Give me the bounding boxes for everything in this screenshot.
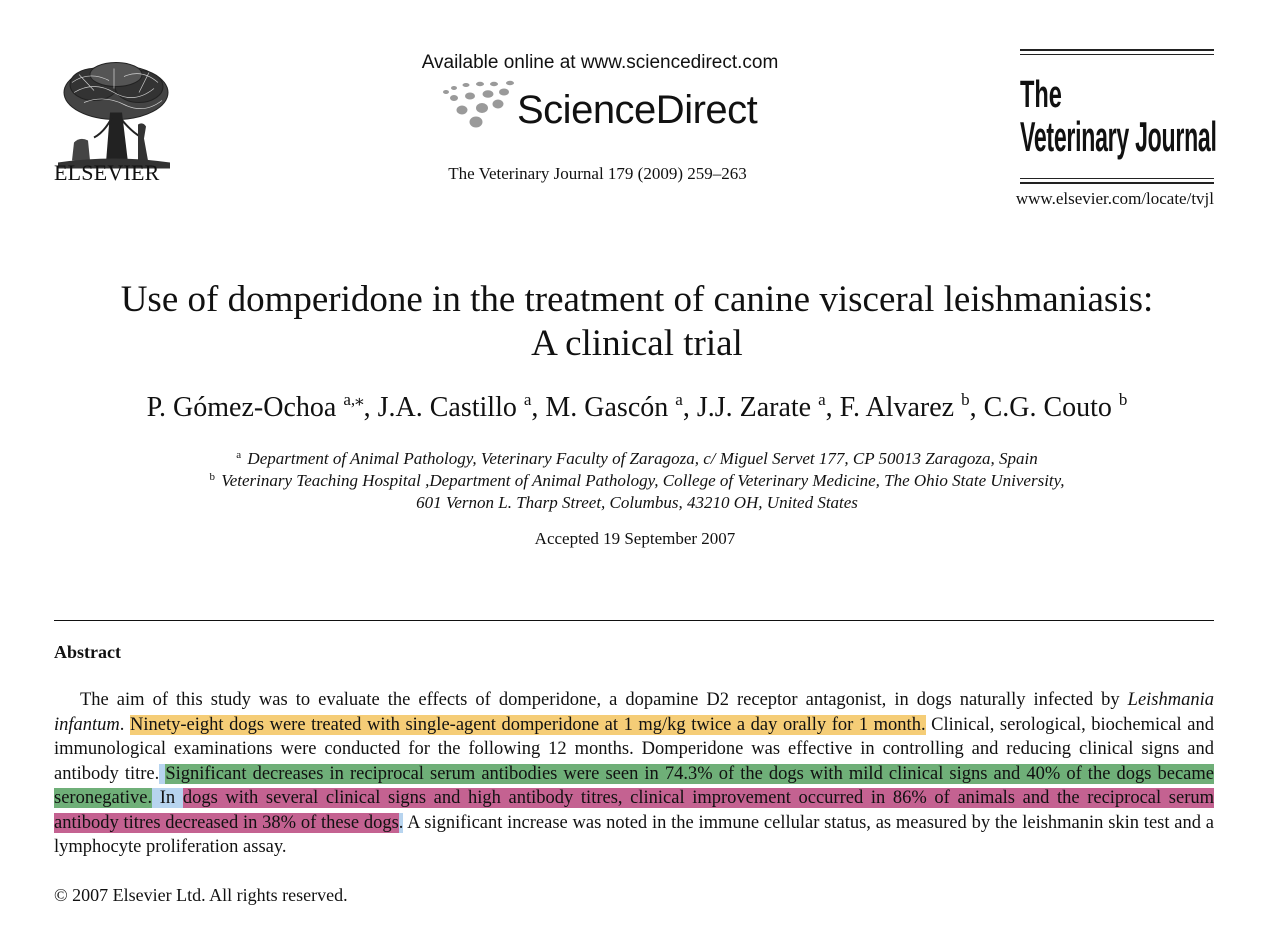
- author-name[interactable]: C.G. Couto: [983, 392, 1112, 423]
- section-divider: [54, 620, 1214, 621]
- sciencedirect-dots-icon: [440, 78, 522, 134]
- author-list: [30, 392, 1244, 424]
- affiliation-text: Veterinary Teaching Hospital ,Department of Animal Pathology, College of Veterinary Medicine, The Ohio State University,: [221, 471, 1065, 490]
- affiliation-mark: b: [209, 471, 215, 483]
- highlight-blue[interactable]: In: [152, 788, 183, 808]
- author-affiliation-mark[interactable]: a: [818, 390, 826, 409]
- journal-masthead-the: The: [1020, 74, 1062, 116]
- copyright-notice: © 2007 Elsevier Ltd. All rights reserved.: [54, 885, 348, 905]
- journal-url-link[interactable]: www.elsevier.com/locate/tvjl: [1015, 189, 1214, 208]
- author-affiliation-mark[interactable]: b: [961, 390, 970, 409]
- article-title-line2: A clinical trial: [531, 323, 743, 364]
- author-affiliation-mark[interactable]: a: [675, 390, 683, 409]
- masthead-rule: [1020, 49, 1214, 51]
- affiliation-b: [60, 471, 1214, 491]
- abstract-sentence: The aim of this study was to evaluate the effects of domperidone, a dopamine D2 receptor antagonist, in dogs naturally infected by: [80, 690, 1128, 710]
- abstract-text: [54, 688, 1214, 860]
- abstract-sentence: A significant increase was noted in the immune cellular status, as measured by the leishmanin skin test and a lymphocyte proliferation assay.: [54, 812, 1214, 857]
- affiliation-text: Department of Animal Pathology, Veterinary Faculty of Zaragoza, c/ Miguel Servet 177, CP 50013 Zaragoza, Spain: [247, 449, 1038, 468]
- masthead-rule: [1020, 54, 1214, 55]
- author-separator: ,: [363, 392, 378, 423]
- species-name-italic: Leishmania infantum: [54, 690, 1214, 735]
- author-name[interactable]: P. Gómez-Ochoa: [146, 392, 337, 423]
- highlight-pink[interactable]: dogs with several clinical signs and high antibody titres, clinical improvement occurred in 86% of animals and the reciprocal serum antibody titres decreased in 38% of these dogs: [54, 788, 1214, 833]
- abstract-punctuation: .: [119, 714, 130, 735]
- author-name[interactable]: J.J. Zarate: [696, 392, 812, 423]
- article-title-line1: Use of domperidone in the treatment of canine visceral leishmaniasis:: [120, 279, 1154, 320]
- author-separator: ,: [531, 392, 546, 423]
- author-name[interactable]: M. Gascón: [545, 392, 669, 423]
- available-online-text: Available online at www.sciencedirect.com: [421, 52, 779, 73]
- author-name[interactable]: J.A. Castillo: [377, 392, 517, 423]
- masthead-rule: [1020, 182, 1214, 184]
- author-separator: ,: [969, 392, 984, 423]
- author-separator: ,: [682, 392, 697, 423]
- author-name[interactable]: F. Alvarez: [839, 392, 955, 423]
- highlight-green[interactable]: Significant decreases in reciprocal serum antibodies were seen in 74.3% of the dogs with mild clinical signs and 40% of the dogs became seronegative.: [54, 763, 1214, 808]
- journal-masthead-title: Veterinary Journal: [1020, 113, 1217, 160]
- author-affiliation-mark[interactable]: a: [523, 390, 532, 409]
- sciencedirect-wordmark: ScienceDirect: [517, 88, 758, 132]
- affiliation-a: [60, 449, 1214, 469]
- masthead-rule: [1020, 178, 1214, 179]
- affiliation-b-address: 601 Vernon L. Tharp Street, Columbus, 43210 OH, United States: [416, 493, 858, 512]
- elsevier-wordmark: ELSEVIER: [54, 160, 160, 185]
- author-affiliation-mark[interactable]: a,⁎: [343, 390, 364, 409]
- journal-reference: The Veterinary Journal 179 (2009) 259–263: [448, 164, 747, 183]
- abstract-sentence: Clinical, serological, biochemical and immunological examinations were conducted for the following 12 months. Domperidone was effective in controlling and reducing clinical signs and antibody titre.: [54, 714, 1214, 784]
- accepted-date: Accepted 19 September 2007: [534, 529, 736, 548]
- author-separator: ,: [825, 392, 840, 423]
- highlight-blue[interactable]: .: [398, 812, 404, 833]
- abstract-heading: Abstract: [54, 642, 121, 662]
- affiliation-mark: a: [236, 449, 242, 461]
- author-affiliation-mark[interactable]: b: [1118, 390, 1128, 409]
- article-title: [40, 278, 1234, 366]
- highlight-yellow[interactable]: Ninety-eight dogs were treated with single-agent domperidone at 1 mg/kg twice a day orally for 1 month.: [129, 714, 926, 735]
